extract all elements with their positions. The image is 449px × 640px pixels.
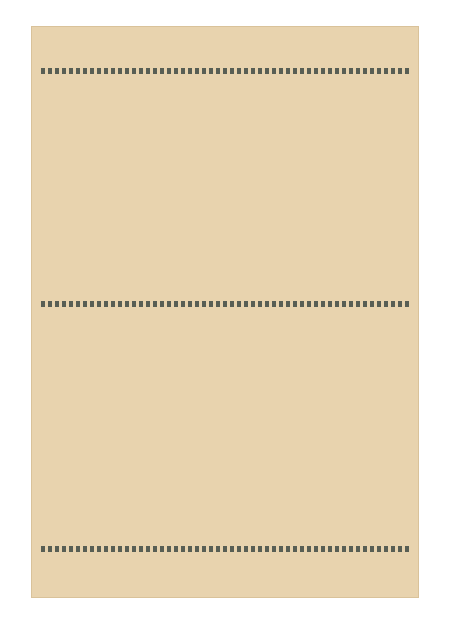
decorative-border-top: [41, 68, 409, 74]
bottom-text-block: [45, 310, 405, 540]
top-text-block: [45, 78, 405, 296]
decorative-border-bottom: [41, 546, 409, 552]
decorative-border-middle: [41, 301, 409, 307]
scanned-page: [31, 26, 419, 598]
